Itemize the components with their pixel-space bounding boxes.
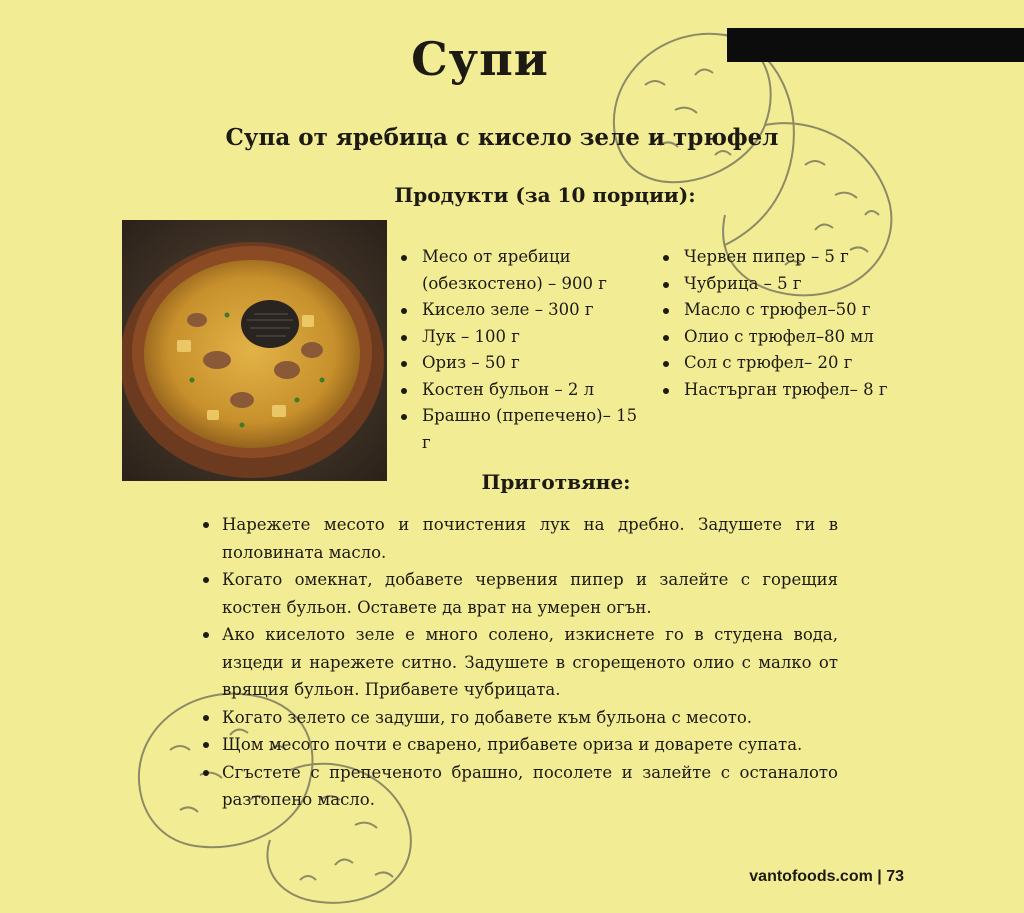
ingredients-list-left [398, 244, 648, 456]
soup-bowl-photo [122, 220, 387, 481]
page-footer: vantofoods.com | 73 [749, 868, 904, 885]
recipe-title: Супа от яребица с кисело зеле и трюфел [225, 124, 779, 151]
list-item: Настърган трюфел– 8 г [660, 377, 920, 404]
list-item: Когато зелето се задуши, го добавете към бульона с месото. [200, 704, 838, 732]
list-item: Чубрица – 5 г [660, 271, 920, 298]
list-item: Нарежете месото и почистения лук на дребно. Задушете ги в половината масло. [200, 511, 838, 566]
list-item: Ако киселото зеле е много солено, изкиснете го в студена вода, изцеди и нарежете ситно. Задушете в сгорещеното олио с малко от врящия бульон. Прибавете чубрицата. [200, 621, 838, 704]
list-item: Лук – 100 г [398, 324, 648, 351]
list-item: Олио с трюфел–80 мл [660, 324, 920, 351]
ingredients-heading: Продукти (за 10 порции): [394, 183, 696, 207]
list-item: Щом месото почти е сварено, прибавете ориза и доварете супата. [200, 731, 838, 759]
list-item: Сгъстете с препеченото брашно, посолете и залейте с останалото разтопено масло. [200, 759, 838, 814]
list-item: Сол с трюфел– 20 г [660, 350, 920, 377]
list-item: Кисело зеле – 300 г [398, 297, 648, 324]
page-title: Супи [411, 32, 549, 86]
list-item: Когато омекнат, добавете червения пипер и залейте с горещия костен бульон. Оставете да врат на умерен огън. [200, 566, 838, 621]
list-item: Месо от яребици (обезкостено) – 900 г [398, 244, 648, 297]
list-item: Брашно (препечено)– 15 г [398, 403, 648, 456]
list-item: Ориз – 50 г [398, 350, 648, 377]
list-item: Костен бульон – 2 л [398, 377, 648, 404]
preparation-heading: Приготвяне: [481, 470, 631, 494]
preparation-steps [200, 511, 838, 814]
list-item: Масло с трюфел–50 г [660, 297, 920, 324]
ingredients-list-right [660, 244, 920, 403]
list-item: Червен пипер – 5 г [660, 244, 920, 271]
